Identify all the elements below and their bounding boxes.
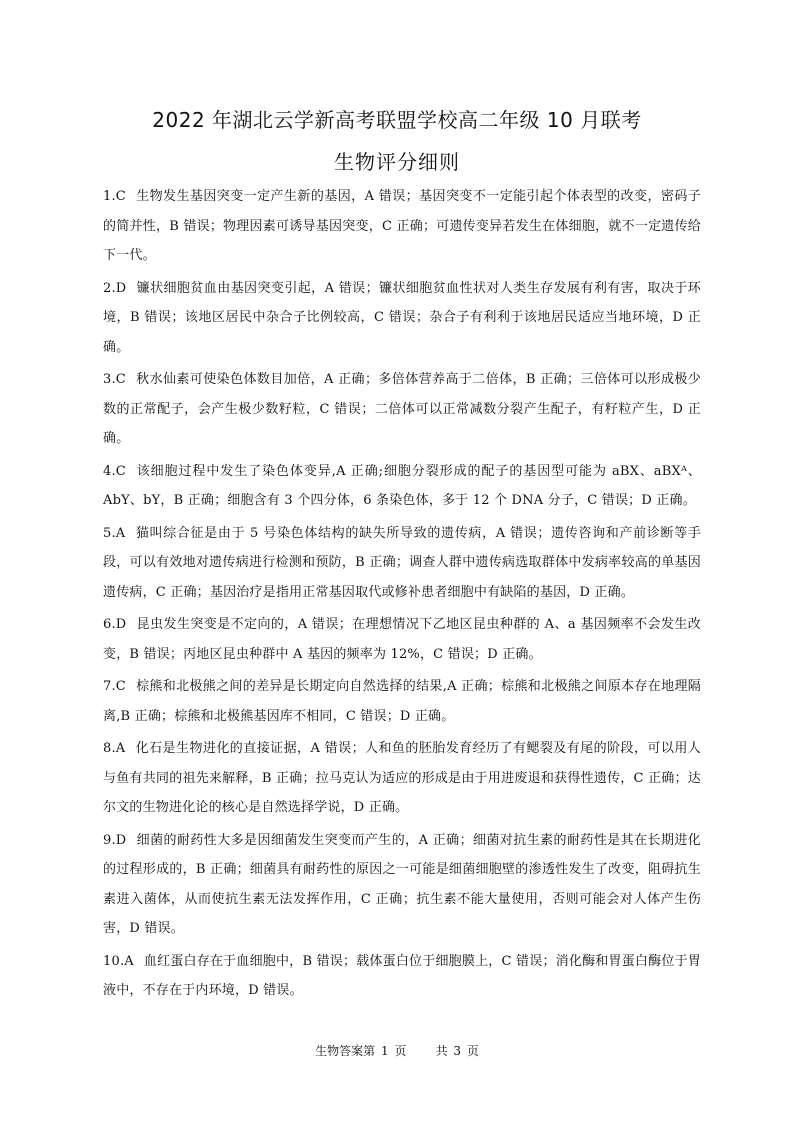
answer-explanation: 化石是生物进化的直接证据，A 错误；人和鱼的胚胎发育经历了有鳃裂及有尾的阶段，可以用人与鱼有共同的祖先来解释，B 正确；拉马克认为适应的形成是由于用进废退和获得性遗传，C 正确；达尔文的生物进化论的核心是自然选择学说，D 正确。 bbox=[103, 741, 701, 815]
answer-number: 6.D bbox=[103, 617, 127, 632]
answer-item bbox=[103, 734, 701, 823]
document-subtitle: 生物评分细则 bbox=[334, 150, 460, 174]
answer-explanation: 血红蛋白存在于血细胞中，B 错误；载体蛋白位于细胞膜上，C 错误；消化酶和胃蛋白酶位于胃液中，不存在于内环境，D 错误。 bbox=[103, 953, 701, 998]
answer-list bbox=[103, 182, 701, 1009]
answer-explanation: 棕熊和北极熊之间的差异是长期定向自然选择的结果,A 正确；棕熊和北极熊之间原本存在地理隔离,B 正确；棕熊和北极熊基因库不相同，C 错误；D 正确。 bbox=[103, 679, 701, 724]
answer-explanation: 秋水仙素可使染色体数目加倍，A 正确；多倍体营养高于二倍体，B 正确；三倍体可以形成极少数的正常配子，会产生极少数籽粒，C 错误；二倍体可以正常减数分裂产生配子，有籽粒产生，D 正确。 bbox=[103, 372, 701, 446]
answer-item bbox=[103, 274, 701, 363]
answer-item bbox=[103, 610, 701, 669]
page-footer bbox=[0, 1042, 794, 1059]
answer-explanation: 生物发生基因突变一定产生新的基因，A 错误；基因突变不一定能引起个体表型的改变，密码子的简并性，B 错误；物理因素可诱导基因突变，C 正确；可遗传变异若发生在体细胞，就不一定遗传给下一代。 bbox=[103, 189, 701, 263]
answer-number: 7.C bbox=[103, 679, 126, 694]
answer-item bbox=[103, 947, 701, 1006]
answer-item bbox=[103, 365, 701, 454]
answer-number: 3.C bbox=[103, 372, 126, 387]
footer-page-number: 1 bbox=[381, 1044, 389, 1058]
answer-item bbox=[103, 182, 701, 271]
answer-number: 5.A bbox=[103, 525, 126, 541]
document-title: 2022 年湖北云学新高考联盟学校高二年级 10 月联考 bbox=[152, 108, 642, 132]
footer-page-label: 页 bbox=[394, 1044, 407, 1058]
answer-number: 4.C bbox=[103, 463, 126, 479]
footer-label: 生物答案第 bbox=[315, 1044, 376, 1058]
answer-item bbox=[103, 672, 701, 731]
answer-explanation: 猫叫综合征是由于 5 号染色体结构的缺失所导致的遗传病，A 错误；遗传咨询和产前诊断等手段，可以有效地对遗传病进行检测和预防，B 正确；调查人群中遗传病选取群体中发病率较高的单基因遗传病，C 正确；基因治疗是指用正常基因取代或修补患者细胞中有缺陷的基因，D 正确。 bbox=[103, 525, 701, 600]
footer-total-pages: 共 3 页 bbox=[435, 1044, 479, 1058]
answer-explanation: 该细胞过程中发生了染色体变异,A 正确;细胞分裂形成的配子的基因型可能为 aBX、aBXᴬ、AbY、bY，B 正确；细胞含有 3 个四分体，6 条染色体，多于 12 个 DNA 分子，C 错误；D 正确。 bbox=[103, 463, 701, 508]
answer-explanation: 镰状细胞贫血由基因突变引起，A 错误；镰状细胞贫血性状对人类生存发展有利有害，取决于环境，B 错误；该地区居民中杂合子比例较高，C 错误；杂合子有利利于该地居民适应当地环境，D 正确。 bbox=[103, 280, 701, 355]
answer-number: 8.A bbox=[103, 741, 126, 756]
answer-number: 10.A bbox=[103, 953, 134, 969]
answer-number: 1.C bbox=[103, 189, 126, 204]
answer-item bbox=[103, 457, 701, 516]
answer-number: 2.D bbox=[103, 280, 127, 296]
answer-item bbox=[103, 826, 701, 944]
answer-item bbox=[103, 519, 701, 608]
answer-number: 9.D bbox=[103, 832, 127, 848]
answer-explanation: 昆虫发生突变是不定向的，A 错误；在理想情况下乙地区昆虫种群的 A、a 基因频率不会发生改变，B 错误；丙地区昆虫种群中 A 基因的频率为 12%，C 错误；D 正确。 bbox=[103, 617, 701, 662]
answer-explanation: 细菌的耐药性大多是因细菌发生突变而产生的，A 正确；细菌对抗生素的耐药性是其在长期进化的过程形成的，B 正确；细菌具有耐药性的原因之一可能是细菌细胞壁的渗透性发生了改变，阻碍抗生素进入菌体，从而使抗生素无法发挥作用，C 正确；抗生素不能大量使用，否则可能会对人体产生伤害，D 错误。 bbox=[103, 832, 701, 936]
